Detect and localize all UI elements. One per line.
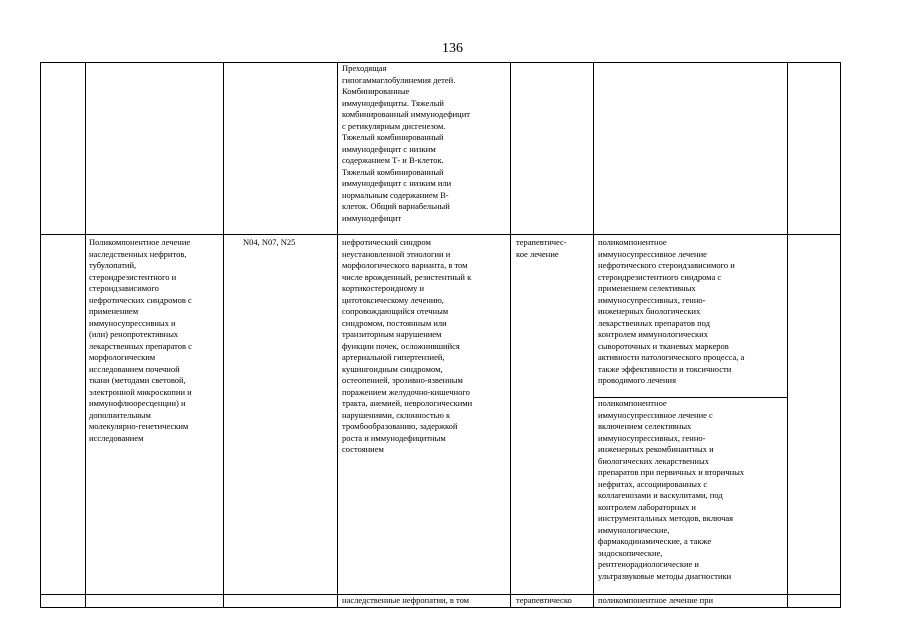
diagnosis-cell: Преходящая гипогаммаглобулинемия детей. Комбинированные иммунодефициты. Тяжелый комбинированный иммунодефицит с ретикулярным дисгенезом. Тяжелый комбинированный иммунодефицит с низким содержанием Т- и В-клеток. Тяжелый комбинированный иммунодефицит с низким или нормальным содержанием В- клеток. Общий вариабельный иммунодефицит xyxy=(342,63,470,223)
column-border xyxy=(337,62,338,607)
column-border xyxy=(85,62,86,607)
column-border xyxy=(510,62,511,607)
column-border xyxy=(840,62,841,607)
column-border xyxy=(787,62,788,607)
column-border xyxy=(223,62,224,607)
treatment-method-cell: поликомпонентное иммуносупрессивное лечение с включением селективных иммуносупрессивных, генно- инженерных рекомбинантных и биологических лекарственных препаратов при первичных и вторичных нефритах, ассоциированных с коллагенозами и васкулитами, под контролем лабораторных и инструментальных методов, включая иммунологические, фармакодинамические, а также эндоскопические, рентгенорадиологические и ультразвуковые методы диагностики xyxy=(598,398,745,581)
column-border xyxy=(40,62,41,607)
treatment-type-cell: терапевтическо xyxy=(516,595,572,605)
treatment-type-cell: терапевтичес- кое лечение xyxy=(516,237,567,259)
care-type-name-cell: Поликомпонентное лечение наследственных нефритов, тубулопатий, стероидрезистентного и стероидзависимого нефротических синдромов с применением иммуносупрессивных и (или) ренопротективных лекарственных препаратов с морфологическим исследованием почечной ткани (методами световой, электронной микроскопии и иммунофлюоресценции) и дополнительным молекулярно-генетическим исследованием xyxy=(89,237,192,443)
page-number: 136 xyxy=(442,41,463,56)
icd-codes-cell: N04, N07, N25 xyxy=(243,237,296,247)
treatment-method-cell: поликомпонентное лечение при xyxy=(598,595,714,605)
diagnosis-cell: нефротический синдром неустановленной этиологии и морфологического варианта, в том числе врожденный, резистентный к кортикостероидному и цитотоксическому лечению, сопровождающийся отечным синдромом, постоянным или транзиторным нарушением функции почек, осложнившийся артериальной гипертензией, кушингоидным синдромом, остеопенией, эрозивно-язвенным поражением желудочно-кишечного тракта, анемией, неврологическими нарушениями, склонностью к тромбообразованию, задержкой роста и иммунодефицитным состоянием xyxy=(342,237,473,454)
treatment-method-cell: поликомпонентное иммуносупрессивное лечение нефротического стероидзависимого и стероидрезистентного синдрома с применением селективных иммуносупрессивных, генно- инженерных биологических лекарственных препаратов под контролем иммунологических сывороточных и тканевых маркеров активности патологического процесса, а также эффективности и токсичности проводимого лечения xyxy=(598,237,745,385)
diagnosis-cell: наследственные нефропатии, в том xyxy=(342,595,470,605)
table-bottom-border xyxy=(40,607,841,608)
row-divider xyxy=(40,234,841,235)
column-border xyxy=(593,62,594,607)
